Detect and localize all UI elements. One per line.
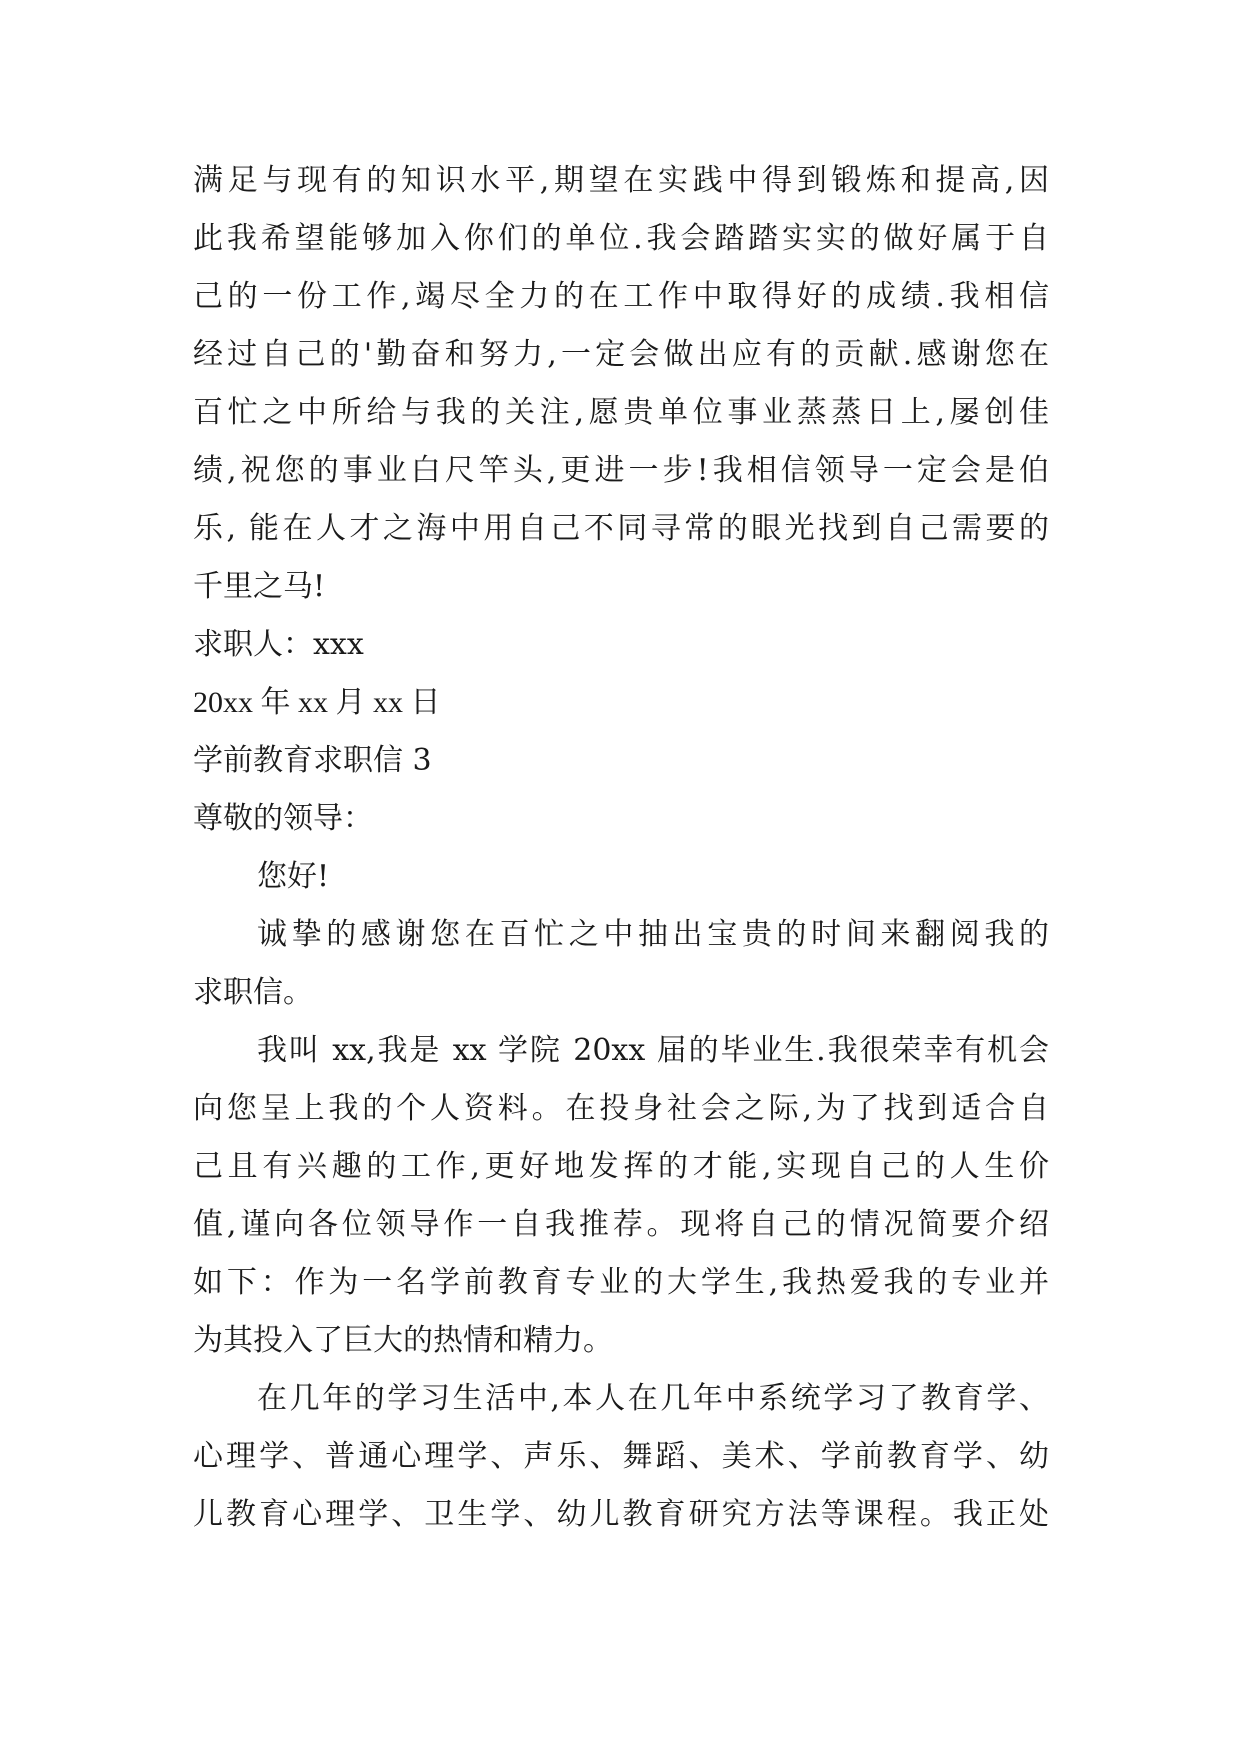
text-line: 满足与现有的知识水平,期望在实践中得到锻炼和提高,因 — [193, 163, 1049, 198]
applicant-signature: 求职人：xxx — [193, 627, 364, 662]
greeting: 您好! — [257, 859, 330, 894]
text-line: 求职信。 — [193, 975, 313, 1010]
text-line: 在几年的学习生活中,本人在几年中系统学习了教育学、 — [257, 1381, 1049, 1416]
text-line: 我叫 xx,我是 xx 学院 20xx 届的毕业生.我很荣幸有机会 — [257, 1033, 1049, 1068]
text-line: 百忙之中所给与我的关注,愿贵单位事业蒸蒸日上,屡创佳 — [193, 395, 1049, 430]
letter-date: 20xx 年 xx 月 xx 日 — [193, 686, 441, 719]
text-line: 儿教育心理学、卫生学、幼儿教育研究方法等课程。我正处 — [193, 1497, 1049, 1532]
text-line: 此我希望能够加入你们的单位.我会踏踏实实的做好属于自 — [193, 221, 1049, 256]
text-line: 如下：作为一名学前教育专业的大学生,我热爱我的专业并 — [193, 1265, 1049, 1300]
text-line: 己的一份工作,竭尽全力的在工作中取得好的成绩.我相信 — [193, 279, 1049, 314]
text-line: 绩,祝您的事业白尺竿头,更进一步!我相信领导一定会是伯 — [193, 453, 1049, 488]
text-line: 诚挚的感谢您在百忙之中抽出宝贵的时间来翻阅我的 — [257, 917, 1049, 952]
salutation: 尊敬的领导： — [193, 801, 373, 836]
text-line: 己且有兴趣的工作,更好地发挥的才能,实现自己的人生价 — [193, 1149, 1049, 1184]
text-line: 心理学、普通心理学、声乐、舞蹈、美术、学前教育学、幼 — [193, 1439, 1049, 1474]
section-heading: 学前教育求职信 3 — [193, 743, 432, 778]
text-line: 经过自己的'勤奋和努力,一定会做出应有的贡献.感谢您在 — [193, 337, 1049, 372]
text-line: 千里之马! — [193, 569, 326, 604]
text-line: 向您呈上我的个人资料。在投身社会之际,为了找到适合自 — [193, 1091, 1049, 1126]
text-line: 值,谨向各位领导作一自我推荐。现将自己的情况简要介绍 — [193, 1207, 1049, 1242]
text-line: 乐, 能在人才之海中用自己不同寻常的眼光找到自己需要的 — [193, 511, 1049, 546]
text-line: 为其投入了巨大的热情和精力。 — [193, 1323, 613, 1358]
